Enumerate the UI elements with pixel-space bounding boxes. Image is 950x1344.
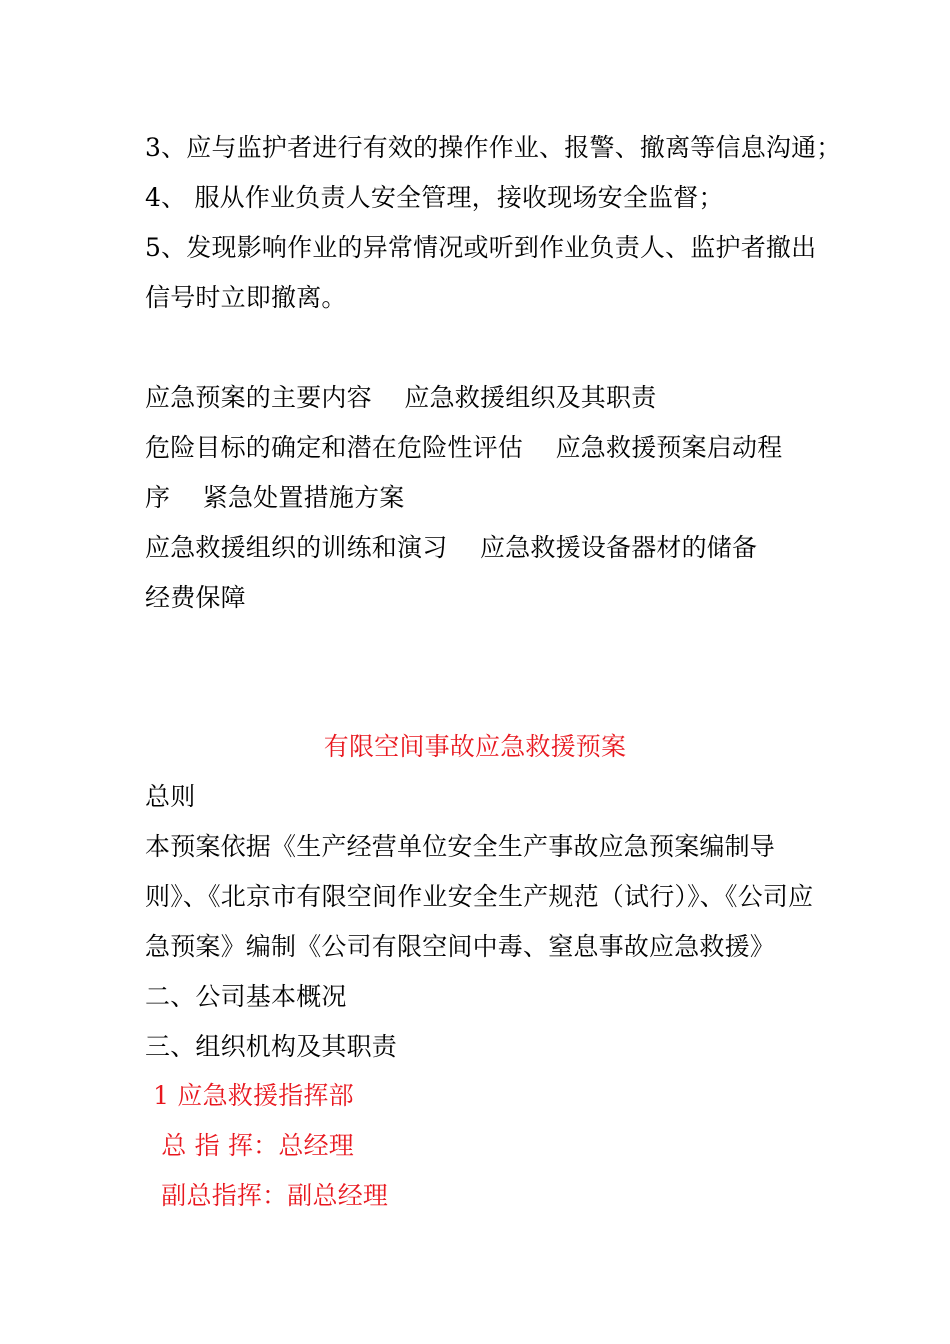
section-3-heading: 三、组织机构及其职责 [145, 1032, 398, 1061]
plan-contents-line-5: 经费保障 [145, 583, 246, 612]
command-heading: 1 应急救援指挥部 [145, 1081, 354, 1110]
general-text-line-1: 本预案依据《生产经营单位安全生产事故应急预案编制导 [145, 832, 776, 861]
plan-contents-line-2: 危险目标的确定和潜在危险性评估 应急救援预案启动程 [145, 433, 783, 462]
worker-duty-5-cont: 信号时立即撤离。 [145, 283, 347, 312]
section-2-heading: 二、公司基本概况 [145, 982, 347, 1011]
worker-duty-5: 5、发现影响作业的异常情况或听到作业负责人、监护者撤出 [145, 233, 817, 262]
command-deputy: 副总指挥：副总经理 [145, 1181, 389, 1210]
general-text-line-3: 急预案》编制《公司有限空间中毒、窒息事故应急救援》 [145, 932, 776, 961]
plan-contents-line-4: 应急救援组织的训练和演习 应急救援设备器材的储备 [145, 533, 758, 562]
section-general-heading: 总则 [145, 782, 196, 811]
general-text-line-2: 则》、《北京市有限空间作业安全生产规范（试行）》、《公司应 [145, 882, 814, 911]
worker-duty-4: 4、 服从作业负责人安全管理，接收现场安全监督； [145, 183, 724, 212]
command-chief: 总 指 挥：总经理 [145, 1131, 354, 1160]
plan-title: 有限空间事故应急救援预案 [323, 732, 627, 761]
plan-contents-line-3: 序 紧急处置措施方案 [145, 483, 405, 512]
worker-duty-3: 3、应与监护者进行有效的操作作业、报警、撤离等信息沟通； [145, 133, 842, 162]
plan-contents-line-1: 应急预案的主要内容 应急救援组织及其职责 [145, 383, 657, 412]
